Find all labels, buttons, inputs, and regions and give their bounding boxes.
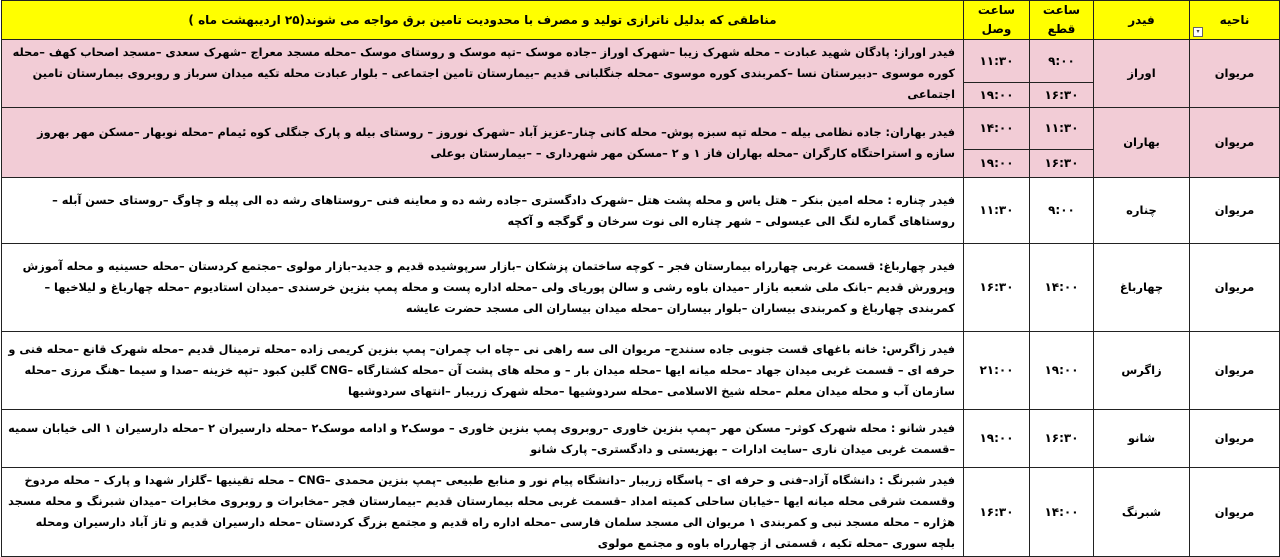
filter-icon[interactable]: ▾ xyxy=(1193,27,1203,37)
connect-time-cell: ۱۹:۰۰ xyxy=(964,83,1030,108)
header-row xyxy=(2,1,1280,40)
feeder-cell: زاگرس xyxy=(1094,332,1190,410)
region-cell: مریوان xyxy=(1190,178,1280,244)
header-title: مناطقی که بدلیل ناترازی تولید و مصرف با محدودیت تامین برق مواجه می شوند(۲۵ اردیبهشت ماه ) xyxy=(2,1,964,40)
cut-time-cell: ۱۶:۳۰ xyxy=(1030,150,1094,178)
table-row xyxy=(2,108,1280,150)
feeder-cell: شانو xyxy=(1094,410,1190,468)
header-connect-time: ساعت وصل xyxy=(964,1,1030,40)
connect-time-cell: ۱۹:۰۰ xyxy=(964,150,1030,178)
table-row xyxy=(2,178,1280,244)
feeder-cell: شبرنگ xyxy=(1094,468,1190,557)
header-region: ناحیه ▾ xyxy=(1190,1,1280,40)
description-cell: فیدر چهارباغ: قسمت غربی چهارراه بیمارستان فجر – کوچه ساختمان پزشکان –بازار سرپوشیده قدیم و جدید–بازار مولوی –مجتمع کردستان –محله حسینیه و محله آموزش وپرورش قدیم –بانک ملی شعبه بازار –میدان باوه رشی و سالن پوریای ولی –محله اداره پست و محله پمپ بنزین خرسندی –میدان استادیوم –محله چهارباغ و لیلاخیها –کمربندی چهارباغ و کمربندی بیساران –بلوار بیساران –محله میدان بیساران الی مسجد حضرت عایشه xyxy=(2,244,964,332)
table-row xyxy=(2,332,1280,410)
cut-time-cell: ۱۶:۳۰ xyxy=(1030,83,1094,108)
cut-time-cell: ۱۴:۰۰ xyxy=(1030,244,1094,332)
region-cell: مریوان xyxy=(1190,244,1280,332)
description-cell: فیدر شبرنگ : دانشگاه آزاد–فنی و حرفه ای – پاسگاه زریبار –دانشگاه پیام نور و منابع طبیعی –پمپ بنزین محمدی –CNG – محله تقینیها –گلزار شهدا و پارک – محله مردوخ وقسمت شرقی محله میانه ایها –خیابان ساحلی کمیته امداد –قسمت غربی محله بیمارستان قدیم –بیمارستان فجر –مخابرات و روبروی مخابرات –میدان شبرنگ و محله مسجد هژاره – محله مسجد نبی و کمربندی ۱ مریوان الی مسجد سلمان فارسی –محله اداره راه قدیم و مجتمع بزرگ کردستان –محله دارسیران قدیم و تاز آباد دارسیران ومحله بلچه سوری –محله تکیه ، قسمتی از چهارراه باوه و مجتمع مولوی xyxy=(2,468,964,557)
connect-time-cell: ۱۱:۳۰ xyxy=(964,178,1030,244)
table-row xyxy=(2,410,1280,468)
connect-time-cell: ۲۱:۰۰ xyxy=(964,332,1030,410)
description-cell: فیدر شانو : محله شهرک کوثر– مسکن مهر –پمپ بنزین خاوری –روبروی پمپ بنزین خاوری – موسک۲ و ادامه موسک۲ –محله دارسیران ۲ –محله دارسیران ۱ الی خیابان سمیه –قسمت غربی میدان ناری –سایت ادارات – بهزیستی و دادگستری– پارک شانو xyxy=(2,410,964,468)
feeder-cell: اوراز xyxy=(1094,40,1190,108)
description-cell: فیدر بهاران: جاده نظامی بیله – محله تپه سبزه پوش– محله کانی چنار–عزیز آباد –شهرک نوروز – روستای بیله و پارک جنگلی کوه ئیمام –محله نوبهار –مسکن مهر بهروز سازه و استراحتگاه کارگران –محله بهاران فاز ۱ و ۲ –مسکن مهر شهرداری – –بیمارستان بوعلی xyxy=(2,108,964,178)
cut-time-cell: ۱۶:۳۰ xyxy=(1030,410,1094,468)
table-row xyxy=(2,40,1280,83)
region-cell: مریوان xyxy=(1190,40,1280,108)
feeder-cell: چهارباغ xyxy=(1094,244,1190,332)
region-cell: مریوان xyxy=(1190,332,1280,410)
feeder-cell: چناره xyxy=(1094,178,1190,244)
connect-time-cell: ۱۶:۳۰ xyxy=(964,244,1030,332)
header-feeder: فیدر xyxy=(1094,1,1190,40)
feeder-cell: بهاران xyxy=(1094,108,1190,178)
cut-time-cell: ۹:۰۰ xyxy=(1030,178,1094,244)
outage-table xyxy=(1,0,1280,557)
region-cell: مریوان xyxy=(1190,468,1280,557)
table-row xyxy=(2,244,1280,332)
description-cell: فیدر زاگرس: خانه باغهای قست جنوبی جاده سنندج– مریوان الی سه راهی نی –چاه اب چمران– پمپ بنزین کریمی زاده –محله ترمینال قدیم –محله شهرک قانع –محله فنی و حرفه ای – قسمت غربی میدان جهاد –محله میانه ایها –محله میدان بار – و محله های پشت آن –محله کشتارگاه –CNG گلین کبود –تپه خزینه –صدا و سیما –هنگ مرزی –محله سازمان آب و محله میدان معلم –محله شیخ الاسلامی –محله سردوشیها –محله شهرک زریبار –انتهای سردوشیها xyxy=(2,332,964,410)
region-cell: مریوان xyxy=(1190,410,1280,468)
cut-time-cell: ۱۴:۰۰ xyxy=(1030,468,1094,557)
region-cell: مریوان xyxy=(1190,108,1280,178)
table-row xyxy=(2,468,1280,557)
connect-time-cell: ۱۹:۰۰ xyxy=(964,410,1030,468)
header-cut-time: ساعت قطع xyxy=(1030,1,1094,40)
description-cell: فیدر اوراز: پادگان شهید عبادت – محله شهرک زیبا –شهرک اوراز –جاده موسک –تپه موسک و روستای موسک –محله مسجد معراج –شهرک سعدی –مسجد اصحاب کهف –محله کوره موسوی –دبیرستان نسا –کمربندی کوره موسوی –محله جنگلبانی قدیم –بیمارستان تامین اجتماعی – بلوار عبادت محله تکیه میدان سرباز و روبروی بیمارستان تامین اجتماعی xyxy=(2,40,964,108)
connect-time-cell: ۱۶:۳۰ xyxy=(964,468,1030,557)
cut-time-cell: ۹:۰۰ xyxy=(1030,40,1094,83)
cut-time-cell: ۱۹:۰۰ xyxy=(1030,332,1094,410)
cut-time-cell: ۱۱:۳۰ xyxy=(1030,108,1094,150)
connect-time-cell: ۱۴:۰۰ xyxy=(964,108,1030,150)
connect-time-cell: ۱۱:۳۰ xyxy=(964,40,1030,83)
description-cell: فیدر چناره : محله امین بنکر – هتل یاس و محله پشت هتل –شهرک دادگستری –جاده رشه ده و معاینه فنی –روستاهای رشه ده الی پیله و چاوگ –روستای حسن آبله –روستاهای گماره لنگ الی عیسولی – شهر چناره الی نوت سرخان و گوگجه و آکچه xyxy=(2,178,964,244)
